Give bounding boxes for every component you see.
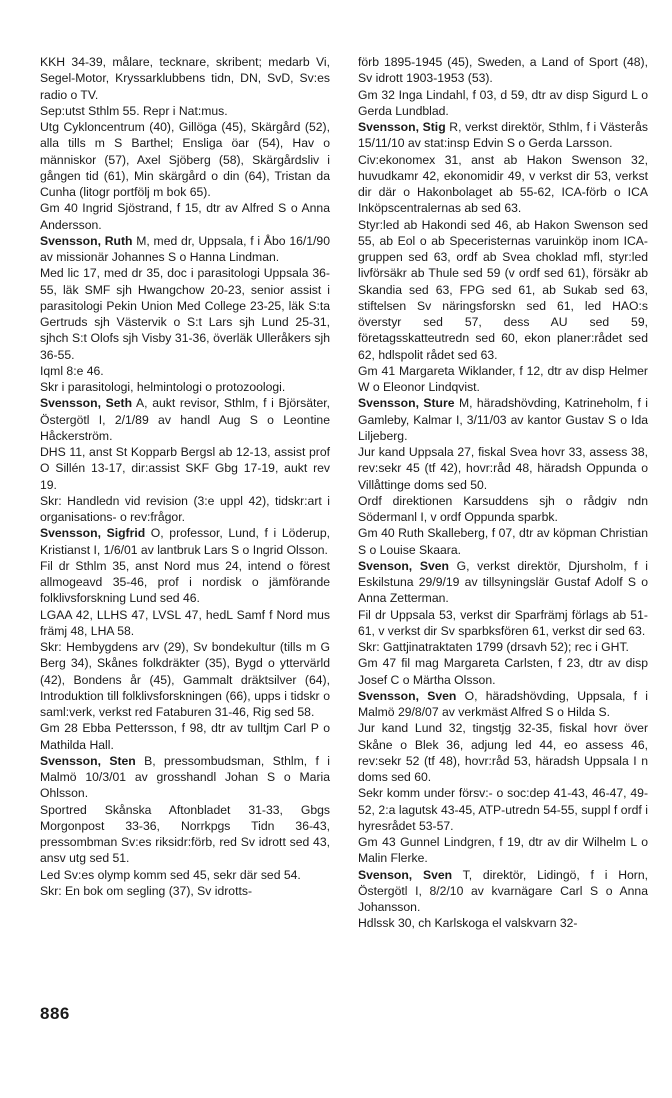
- entry-paragraph: [358, 217, 648, 363]
- entry-paragraph: [358, 915, 648, 931]
- entry-header: [40, 233, 330, 266]
- entry-header: [40, 395, 330, 444]
- entry-text: förb 1895-1945 (45), Sweden, a Land of Sport (48), Sv idrott 1903-1953 (53).: [358, 55, 648, 86]
- entry-text: Hdlssk 30, ch Karlskoga el valskvarn 32-: [358, 916, 578, 931]
- person-name: Svensson, Sten: [40, 753, 136, 768]
- entry-text: Med lic 17, med dr 35, doc i parasitologi Uppsala 36-55, läk SMF sjh Hwangchow 20-23, senior assist i parasitologi Pekin Union Med College 23-25, läk S:ta Gertruds sjh Västervik o S:t Lars sjh Lund 25-31, sjhch S:t Olofs sjh Visby 31-36, överläk Ulleråkers sjh 36-55.: [40, 266, 330, 362]
- entry-paragraph: [358, 444, 648, 493]
- entry-paragraph: [40, 119, 330, 200]
- entry-text: Jur kand Lund 32, tingstjg 32-35, fiskal hovr över Skåne o Blek 36, adjung led 44, eo assess 46, rev:sekr 52 (tf 48), hovr:råd 53, häradsh Uppsala I n doms sed 60.: [358, 721, 648, 784]
- entry-text: Gm 28 Ebba Pettersson, f 98, dtr av tulltjm Carl P o Mathilda Hall.: [40, 721, 330, 752]
- entry-text: Gm 43 Gunnel Lindgren, f 19, dtr av dir Wilhelm L o Malin Flerke.: [358, 835, 648, 866]
- entry-header: [40, 753, 330, 802]
- entry-paragraph: [358, 363, 648, 396]
- entry-text: Skr: Gattjinatraktaten 1799 (drsavh 52); rec i GHT.: [358, 640, 629, 654]
- page-number: 886: [40, 1004, 70, 1023]
- entry-header: [358, 558, 648, 607]
- entry-text: Skr: Handledn vid revision (3:e uppl 42), tidskr:art i organisations- o rev:frågor.: [40, 493, 330, 524]
- entry-paragraph: [40, 200, 330, 233]
- entry-text: Skr: Hembygdens arv (29), Sv bondekultur (tills m G Berg 34), Skånes folkdräkter (35), Bygd o yttervärld (42), Bondens år (45), Gammalt dräktsilver (64), Introduktion till folklivsforskningen (66), upps i tidskr o saml:verk, verkst red Fataburen 31-46, Rig sed 58.: [40, 640, 330, 719]
- entry-paragraph: [40, 639, 330, 720]
- entry-text: Fil dr Uppsala 53, verkst dir Sparfrämj förlags ab 51-61, v verkst dir Sv sparbksfören 61, verkst dir sed 63.: [358, 607, 648, 638]
- entry-text: R, verkst direktör, Sthlm, f i Västerås 15/11/10 av stat:insp Edvin S o Gerda Larsson.: [358, 120, 648, 151]
- person-name: Svensson, Sigfrid: [40, 526, 146, 541]
- left-column: [40, 54, 330, 899]
- entry-text: A, aukt revisor, Sthlm, f i Björsäter, Östergötl I, 2/1/89 av handl Aug S o Leontine Håckerström.: [40, 396, 330, 443]
- entry-text: O, professor, Lund, f i Löderup, Kristianst I, 1/6/01 av lantbruk Lars S o Ingrid Olsson.: [40, 526, 330, 557]
- entry-paragraph: [40, 867, 330, 883]
- entry-text: O, häradshövding, Uppsala, f i Malmö 29/8/07 av verkmäst Alfred S o Hilda S.: [358, 688, 648, 719]
- entry-paragraph: [358, 720, 648, 785]
- entry-paragraph: [40, 265, 330, 363]
- entry-text: Iqml 8:e 46.: [40, 363, 104, 378]
- entry-paragraph: [358, 87, 648, 120]
- entry-text: Utg Cykloncentrum (40), Gillöga (45), Skärgård (52), alla tills m S Barthel; Ensliga öar (54), Hav o människor (57), Axel Sjöberg (58), Skärgårdsliv i gången tid (61), Min skärgård o din (64), Tristan da Cunha (litogr portfölj m bok 65).: [40, 120, 330, 199]
- entry-header: [358, 688, 648, 721]
- entry-header: [358, 867, 648, 916]
- entry-text: M, med dr, Uppsala, f i Åbo 16/1/90 av missionär Johannes S o Hanna Lindman.: [40, 233, 330, 264]
- entry-paragraph: [358, 834, 648, 867]
- entry-paragraph: [40, 444, 330, 493]
- entry-text: Skr i parasitologi, helmintologi o protozoologi.: [40, 380, 286, 394]
- person-name: Svensson, Sture: [358, 396, 455, 411]
- dictionary-page: [40, 54, 648, 1094]
- entry-paragraph: [40, 802, 330, 867]
- entry-text: Led Sv:es olymp komm sed 45, sekr där sed 54.: [40, 867, 301, 882]
- entry-text: LGAA 42, LLHS 47, LVSL 47, hedL Samf f Nord mus främj 48, LHA 58.: [40, 607, 330, 638]
- entry-paragraph: [358, 655, 648, 688]
- entry-paragraph: [40, 103, 330, 119]
- entry-paragraph: [40, 883, 330, 899]
- entry-text: Fil dr Sthlm 35, anst Nord mus 24, intend o förest allmogeavd 35-46, prof i nordisk o jämförande folklivsforskning Lund sed 46.: [40, 558, 330, 606]
- entry-header: [40, 525, 330, 558]
- entry-paragraph: [40, 720, 330, 753]
- entry-text: B, pressombudsman, Sthlm, f i Malmö 10/3/01 av grosshandl Johan S o Maria Ohlsson.: [40, 753, 330, 801]
- entry-header: [358, 395, 648, 444]
- entry-paragraph: [40, 379, 330, 395]
- entry-text: G, verkst direktör, Djursholm, f i Eskilstuna 29/9/19 av tillsyningslär Gustaf Adolf S o Anna Zetterman.: [358, 558, 649, 606]
- entry-paragraph: [358, 152, 648, 217]
- person-name: Svenson, Sven: [358, 867, 453, 882]
- person-name: Svenson, Sven: [358, 558, 449, 573]
- person-name: Svensson, Stig: [358, 120, 446, 134]
- entry-text: Sportred Skånska Aftonbladet 31-33, Gbgs Morgonpost 33-36, Norrkpgs Tidn 36-43, pressombman Sv:es riksidr:förb, red Sv idrott sed 43, ansv utg sed 51.: [40, 802, 330, 866]
- entry-paragraph: [358, 785, 648, 834]
- entry-text: Gm 41 Margareta Wiklander, f 12, dtr av disp Helmer W o Eleonor Lindqvist.: [358, 363, 648, 394]
- entry-paragraph: [40, 607, 330, 640]
- person-name: Svensson, Seth: [40, 396, 133, 411]
- entry-paragraph: [358, 607, 648, 640]
- entry-text: Gm 40 Ruth Skalleberg, f 07, dtr av köpman Christian S o Louise Skaara.: [358, 526, 648, 557]
- entry-paragraph: [358, 525, 648, 558]
- entry-text: Jur kand Uppsala 27, fiskal Svea hovr 33, assess 38, rev:sekr 45 (tf 42), hovr:råd 48, häradsh Oppunda o Villåttinge doms sed 50.: [358, 445, 648, 492]
- entry-text: T, direktör, Lidingö, f i Horn, Östergötl I, 8/2/10 av kvarnägare Carl S o Anna Johansson.: [358, 867, 649, 914]
- right-column: [358, 54, 648, 932]
- entry-text: Ordf direktionen Karsuddens sjh o rådgiv ndn Södermanl I, v ordf Oppunda sparbk.: [358, 493, 648, 524]
- entry-paragraph: [40, 54, 330, 103]
- entry-text: Sep:utst Sthlm 55. Repr i Nat:mus.: [40, 103, 228, 118]
- entry-header: [358, 119, 648, 152]
- person-name: Svensson, Sven: [358, 688, 457, 703]
- entry-text: Sekr komm under försv:- o soc:dep 41-43, 46-47, 49-52, 2:a lagutsk 43-45, ATP-utredn 54-55, suppl f ordf i hyresrådet 53-57.: [358, 786, 648, 833]
- person-name: Svensson, Ruth: [40, 233, 133, 248]
- entry-paragraph: [40, 558, 330, 607]
- entry-text: KKH 34-39, målare, tecknare, skribent; medarb Vi, Segel-Motor, Kryssarklubbens tidn, DN, SvD, Sv:es radio o TV.: [40, 55, 330, 102]
- entry-text: M, häradshövding, Katrineholm, f i Gamleby, Kalmar I, 3/11/03 av kantor Gustav S o Ida Liljeberg.: [358, 396, 648, 443]
- entry-paragraph: [40, 363, 330, 379]
- entry-text: Skr: En bok om segling (37), Sv idrotts-: [40, 883, 253, 898]
- entry-text: Civ:ekonomex 31, anst ab Hakon Swenson 32, huvudkamr 42, ekonomidir 49, v verkst dir 53, verkst dir där o Hakonbolaget ab 55-62, ICA-förb o ICA Inköpscentralernas ab sed 63.: [358, 152, 648, 216]
- entry-text: Gm 32 Inga Lindahl, f 03, d 59, dtr av disp Sigurd L o Gerda Lundblad.: [358, 87, 648, 118]
- entry-text: Gm 40 Ingrid Sjöstrand, f 15, dtr av Alfred S o Anna Andersson.: [40, 201, 330, 232]
- entry-paragraph: [358, 639, 648, 655]
- entry-text: Gm 47 fil mag Margareta Carlsten, f 23, dtr av disp Josef C o Märtha Olsson.: [358, 656, 648, 687]
- entry-paragraph: [40, 493, 330, 526]
- entry-paragraph: [358, 54, 648, 87]
- entry-text: Styr:led ab Hakondi sed 46, ab Hakon Swenson sed 55, ab Eol o ab Speceristernas varuinköp inom ICA-gruppen sed 63, ordf ab Svea choklad mfl, styr:led livförsäkr ab Thule sed 59 (v ordf sed 61), försäkr ab Skandia sed 63, FPG sed 61, ab Sukab sed 63, stiftelsen Sv näringsforskn sed 61, led HAO:s överstyr sed 57, dess AU sed 59, företagsskatteutredn sed 60, ekon planer:rådet sed 62, hdlspolit rådet sed 63.: [358, 217, 648, 362]
- entry-text: DHS 11, anst St Kopparb Bergsl ab 12-13, assist prof O Sillén 13-17, dir:assist SKF Gbg 17-19, aukt rev 19.: [40, 445, 330, 492]
- entry-paragraph: [358, 493, 648, 526]
